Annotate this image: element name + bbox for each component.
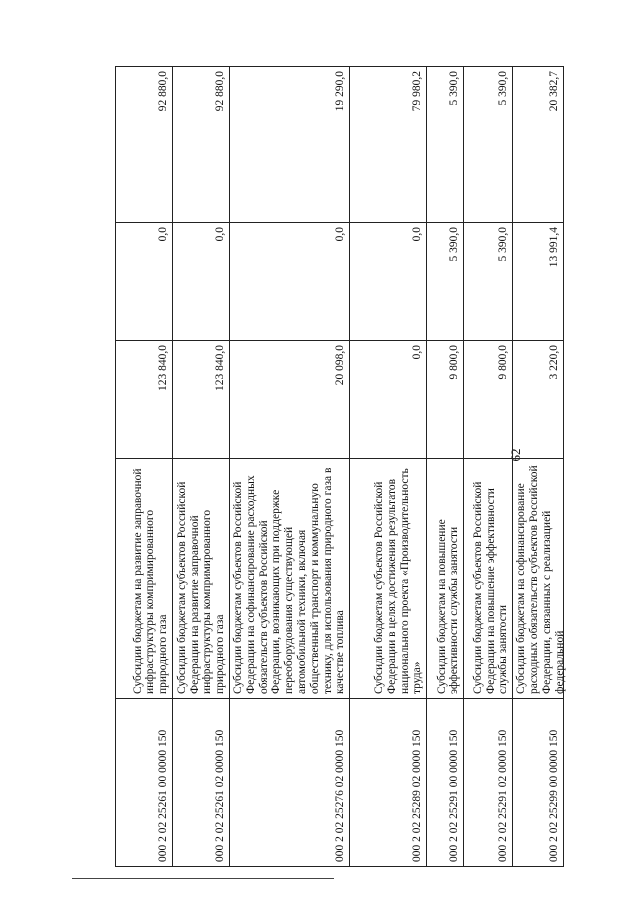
row-name-cell bbox=[513, 459, 564, 699]
budget-table bbox=[115, 66, 564, 867]
row-code: 000 2 02 25291 00 0000 150 bbox=[427, 699, 464, 867]
row-code: 000 2 02 25291 02 0000 150 bbox=[464, 699, 513, 867]
table-row bbox=[230, 67, 350, 867]
row-value-3: 19 290,0 bbox=[230, 67, 350, 223]
row-value-1: 123 840,0 bbox=[116, 341, 173, 459]
row-name: Субсидии бюджетам на развитие заправочной инфраструктуры компримированного природного газа bbox=[116, 459, 173, 699]
table-row bbox=[350, 67, 427, 867]
row-value-3: 5 390,0 bbox=[427, 67, 464, 223]
row-value-1: 9 800,0 bbox=[427, 341, 464, 459]
rotated-table-container bbox=[115, 67, 595, 867]
page-number: 62 bbox=[508, 448, 523, 462]
row-name: Субсидии бюджетам субъектов Российской Федерации на развитие заправочной инфраструктуры компримированного природного газа bbox=[173, 459, 230, 699]
row-value-2: 13 991,4 bbox=[513, 223, 564, 341]
row-value-2: 0,0 bbox=[230, 223, 350, 341]
row-value-3: 92 880,0 bbox=[116, 67, 173, 223]
row-value-3: 92 880,0 bbox=[173, 67, 230, 223]
table-row bbox=[173, 67, 230, 867]
row-name: Субсидии бюджетам на софинансирование расходных обязательств субъектов Российской Федерации, связанных с реализацией федеральной bbox=[515, 465, 566, 694]
table-row bbox=[464, 67, 513, 867]
row-code: 000 2 02 25299 00 0000 150 bbox=[513, 699, 564, 867]
footer-rule bbox=[72, 878, 334, 879]
row-value-3: 79 980,2 bbox=[350, 67, 427, 223]
row-value-1: 20 098,0 bbox=[230, 341, 350, 459]
table-row bbox=[116, 67, 173, 867]
row-code: 000 2 02 25289 02 0000 150 bbox=[350, 699, 427, 867]
row-value-2: 0,0 bbox=[116, 223, 173, 341]
table-row bbox=[427, 67, 464, 867]
row-value-2: 0,0 bbox=[173, 223, 230, 341]
row-name: Субсидии бюджетам субъектов Российской Федерации на софинансирование расходных обязательств субъектов Российской Федерации, возникающих при поддержке переоборудования существующей автомобильной техники, включая общественный транспорт и коммунальную технику, для использования природного газа в качестве топлива bbox=[230, 459, 350, 699]
row-code: 000 2 02 25261 00 0000 150 bbox=[116, 699, 173, 867]
row-value-3: 20 382,7 bbox=[513, 67, 564, 223]
row-value-1: 0,0 bbox=[350, 341, 427, 459]
row-name: Субсидии бюджетам субъектов Российской Федерации в целях достижения результатов национального проекта «Производительность труда» bbox=[350, 459, 427, 699]
row-name: Субсидии бюджетам субъектов Российской Федерации на повышение эффективности службы занятости bbox=[464, 459, 513, 699]
row-value-1: 3 220,0 bbox=[513, 341, 564, 459]
row-code: 000 2 02 25261 02 0000 150 bbox=[173, 699, 230, 867]
row-code: 000 2 02 25276 02 0000 150 bbox=[230, 699, 350, 867]
row-value-2: 0,0 bbox=[350, 223, 427, 341]
table-row bbox=[513, 67, 564, 867]
row-value-2: 5 390,0 bbox=[464, 223, 513, 341]
row-value-1: 9 800,0 bbox=[464, 341, 513, 459]
row-value-2: 5 390,0 bbox=[427, 223, 464, 341]
row-name: Субсидии бюджетам на повышение эффективности службы занятости bbox=[427, 459, 464, 699]
row-value-3: 5 390,0 bbox=[464, 67, 513, 223]
row-value-1: 123 840,0 bbox=[173, 341, 230, 459]
